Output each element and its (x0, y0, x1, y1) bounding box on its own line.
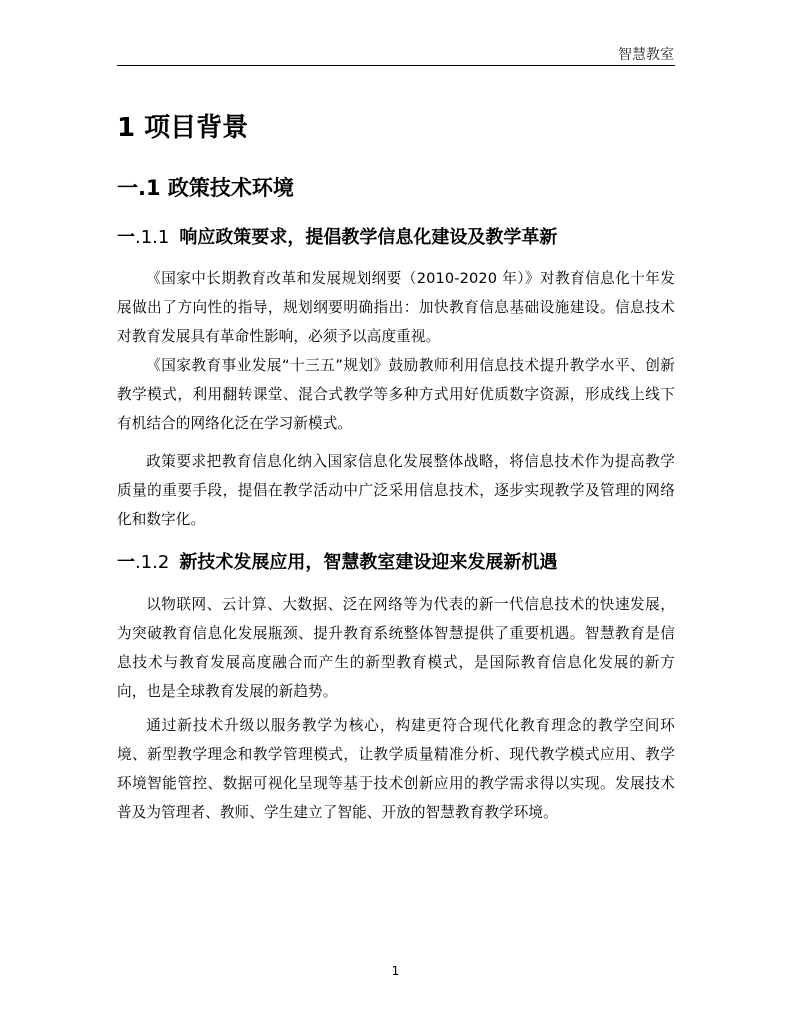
paragraph: 政策要求把教育信息化纳入国家信息化发展整体战略，将信息技术作为提高教学质量的重要手段，提倡在教学活动中广泛采用信息技术，逐步实现教学及管理的网络化和数字化。 (117, 453, 675, 528)
section-heading-1-1: 一.1 政策技术环境 (117, 176, 294, 200)
paragraph: 《国家中长期教育改革和发展规划纲要（2010-2020 年）》对教育信息化十年发展做出了方向性的指导，规划纲要明确指出：加快教育信息基础设施建设。信息技术对教育发展具有革命性影响，必须予以高度重视。 (117, 270, 675, 345)
header-divider (117, 65, 675, 66)
section-heading-1-1-1 (117, 224, 557, 252)
paragraph: 以物联网、云计算、大数据、泛在网络等为代表的新一代信息技术的快速发展，为突破教育信息化发展瓶颈、提升教育系统整体智慧提供了重要机遇。智慧教育是信息技术与教育发展高度融合而产生的新型教育模式，是国际教育信息化发展的新方向，也是全球教育发展的新趋势。 (117, 596, 675, 700)
paragraph: 通过新技术升级以服务教学为核心，构建更符合现代化教育理念的教学空间环境、新型教学理念和教学管理模式，让教学质量精准分析、现代教学模式应用、教学环境智能管控、数据可视化呈现等基于技术创新应用的教学需求得以实现。发展技术普及为管理者、教师、学生建立了智能、开放的智慧教育教学环境。 (117, 717, 675, 821)
page-header-title: 智慧教室 (618, 47, 674, 63)
heading-number: .1.2 (135, 552, 170, 573)
heading-number-prefix: 一 (117, 227, 135, 248)
heading-title: 新技术发展应用，智慧教室建设迎来发展新机遇 (179, 552, 558, 573)
heading-number-prefix: 一 (117, 552, 135, 573)
page-number: 1 (391, 964, 400, 978)
section-heading-1: 1 项目背景 (117, 113, 249, 143)
section-heading-1-1-2 (117, 549, 557, 577)
paragraph: 《国家教育事业发展“十三五”规划》鼓励教师利用信息技术提升教学水平、创新教学模式，利用翻转课堂、混合式教学等多种方式用好优质数字资源，形成线上线下有机结合的网络化泛在学习新模式。 (117, 357, 675, 432)
heading-title: 响应政策要求，提倡教学信息化建设及教学革新 (179, 227, 558, 248)
heading-number: .1.1 (135, 227, 170, 248)
